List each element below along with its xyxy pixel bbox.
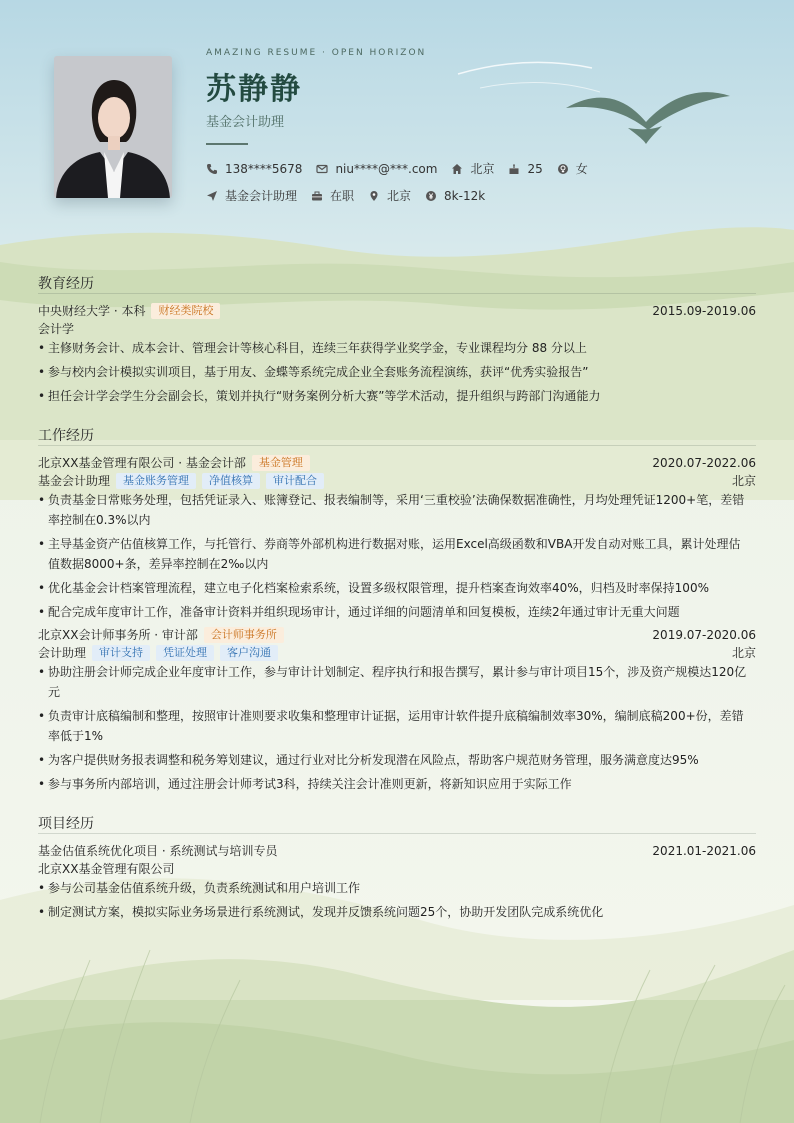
job-city: 北京 [731,474,756,488]
email-text: niu****@***.com [335,161,438,176]
job-status-text: 在职 [330,189,355,203]
hometown-item [451,160,494,177]
email-item [316,162,437,176]
skill-tag: 审计支持 [92,645,150,661]
job-bullet: • 负责审计底稿编制和整理，按照审计准则要求收集和整理审计证据，运用审计软件提升底稿编制效率30%，编制底稿200+份，差错率低于1% [38,706,752,746]
intent-city-text: 北京 [387,189,412,203]
target-position: 基金会计助理 [206,115,285,130]
work-heading: 工作经历 [38,428,94,444]
briefcase-icon [311,190,323,202]
job-bullet: • 为客户提供财务报表调整和税务筹划建议，通过行业对比分析发现潜在风险点，帮助客户规范财务管理，服务满意度达95% [38,750,752,770]
phone-text: 138****5678 [225,161,303,176]
hometown-text: 北京 [470,162,495,176]
job-header [38,454,756,471]
job-date: 2020.07-2022.06 [652,455,756,470]
project-bullet: • 参与公司基金估值系统升级，负责系统测试和用户培训工作 [38,878,752,898]
salary-coin-icon [425,190,437,202]
education-bullet: • 担任会计学会学生分会副会长，策划并执行“财务案例分析大赛”等学术活动，提升组织与跨部门沟通能力 [38,386,752,406]
salary-item [425,189,485,203]
section-divider [38,293,756,294]
job-city: 北京 [731,646,756,660]
resume-eyebrow: AMAZING RESUME · OPEN HORIZON [206,48,427,58]
cake-icon [508,163,520,175]
job-role: 基金会计助理 [38,474,111,488]
phone-icon [206,163,218,175]
skill-tag: 净值核算 [202,473,260,489]
intent-position-item [206,187,297,204]
gender-icon [557,163,569,175]
education-bullet: • 主修财务会计、成本会计、管理会计等核心科目，连续三年获得学业奖学金，专业课程均分 88 分以上 [38,338,752,358]
project-org-line [38,860,756,877]
company-tag: 会计师事务所 [204,627,284,643]
location-pin-icon [368,190,380,202]
candidate-name: 苏静静 [206,72,302,107]
job-bullet: • 负责基金日常账务处理，包括凭证录入、账簿登记、报表编制等，采用‘三重校验’法确保数据准确性，月均处理凭证1200+笔，差错率控制在0.3%以内 [38,490,752,530]
skill-tag: 基金账务管理 [116,473,196,489]
company-tag: 基金管理 [252,455,310,471]
major: 会计学 [38,322,75,336]
job-header [38,626,756,643]
company-name: 北京XX会计师事务所 · 审计部 [38,628,198,642]
project-header [38,842,756,859]
company-name: 北京XX基金管理有限公司 · 基金会计部 [38,456,246,470]
title-divider [206,143,248,145]
job-role-line [38,644,756,661]
contact-info-row [206,160,602,177]
job-bullet: • 配合完成年度审计工作，准备审计资料并组织现场审计，通过详细的问题清单和回复模板，连续2年通过审计无重大问题 [38,602,752,622]
section-divider [38,445,756,446]
job-role-line [38,472,756,489]
job-role: 会计助理 [38,646,87,660]
job-bullet: • 主导基金资产估值核算工作，与托管行、券商等外部机构进行数据对账，运用Excel高级函数和VBA开发自动对账工具，累计处理估值数据8000+条，差异率控制在2‰以内 [38,534,752,574]
job-bullet: • 优化基金会计档案管理流程，建立电子化档案检索系统，设置多级权限管理，提升档案查询效率40%，归档及时率保持100% [38,578,752,598]
job-date: 2019.07-2020.06 [652,627,756,642]
school-name: 中央财经大学 · 本科 [38,304,146,318]
projects-heading: 项目经历 [38,816,94,832]
education-major-line [38,320,756,337]
phone-item [206,162,302,176]
mail-icon [316,163,328,175]
home-icon [451,163,463,175]
skill-tag: 审计配合 [266,473,324,489]
education-bullet: • 参与校内会计模拟实训项目，基于用友、金蝶等系统完成企业全套账务流程演练，获评“优秀实验报告” [38,362,752,382]
age-text: 25 [527,161,543,176]
education-header [38,302,756,319]
education-date: 2015.09-2019.06 [652,303,756,318]
job-intent-row [206,187,499,204]
age-item [508,162,542,176]
job-bullet: • 参与事务所内部培训，通过注册会计师考试3科，持续关注会计准则更新，将新知识应用于实际工作 [38,774,752,794]
gender-item [557,160,588,177]
skill-tag: 客户沟通 [220,645,278,661]
gender-text: 女 [575,162,588,176]
project-org: 北京XX基金管理有限公司 [38,862,175,876]
intent-position-text: 基金会计助理 [225,189,298,203]
intent-city-item [368,187,411,204]
project-bullet: • 制定测试方案，模拟实际业务场景进行系统测试，发现并反馈系统问题25个，协助开发团队完成系统优化 [38,902,752,922]
school-tag: 财经类院校 [151,303,220,319]
job-bullet: • 协助注册会计师完成企业年度审计工作，参与审计计划制定、程序执行和报告撰写，累计参与审计项目15个，涉及资产规模达120亿元 [38,662,752,702]
salary-text: 8k-12k [444,188,486,203]
skill-tag: 凭证处理 [156,645,214,661]
profile-photo [54,56,172,198]
section-divider [38,833,756,834]
send-icon [206,190,218,202]
education-heading: 教育经历 [38,276,94,292]
project-date: 2021.01-2021.06 [652,843,756,858]
project-name: 基金估值系统优化项目 · 系统测试与培训专员 [38,844,278,858]
job-status-item [311,187,354,204]
